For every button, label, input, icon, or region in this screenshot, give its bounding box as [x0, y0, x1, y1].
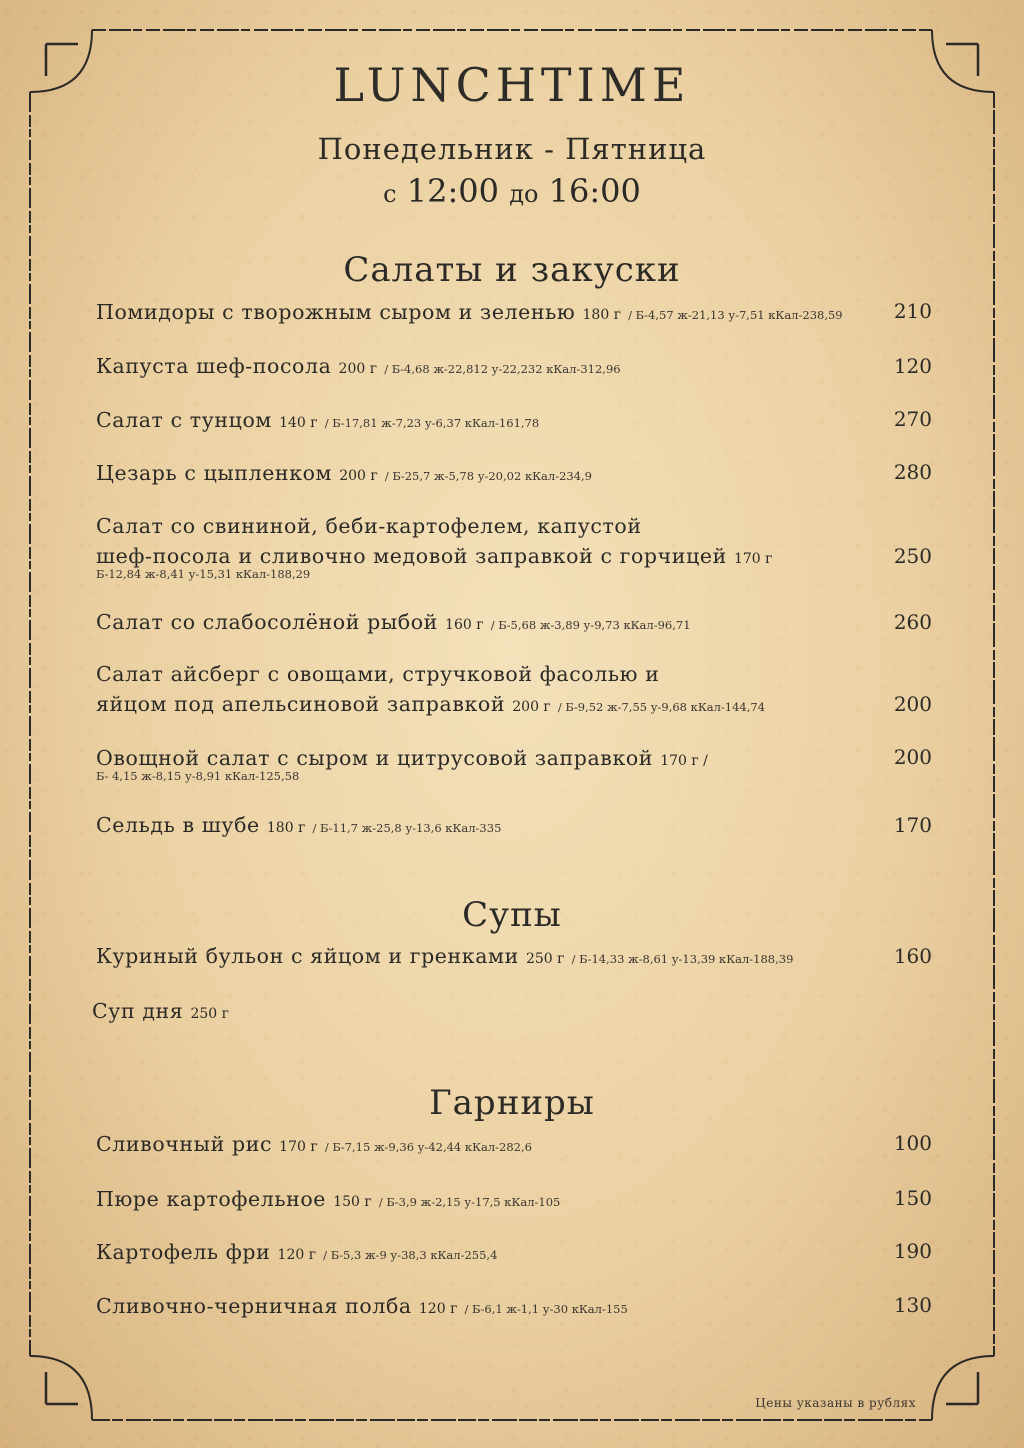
item-price: 120: [893, 354, 932, 378]
item-weight: 250 г: [525, 951, 565, 967]
item-weight: 140 г: [279, 415, 318, 431]
item-nutrition: Б- 4,15 ж-8,15 у-8,91 кКал-125,58: [96, 769, 300, 783]
item-weight: 170 г: [733, 551, 773, 567]
menu-item: [96, 1292, 628, 1323]
item-weight: 180 г: [266, 820, 306, 836]
menu-item-line1: Салат со свининой, беби-картофелем, капустой: [96, 514, 642, 538]
menu-item: [96, 352, 621, 383]
item-price: 280: [893, 460, 932, 484]
item-price: 250: [893, 544, 932, 568]
item-weight: 200 г: [338, 361, 378, 377]
item-name: яйцом под апельсиновой заправкой: [96, 692, 506, 716]
footer-note: Цены указаны в рублях: [755, 1396, 916, 1410]
item-weight: 200 г: [339, 468, 378, 484]
item-nutrition: / Б-5,3 ж-9 у-38,3 кКал-255,4: [323, 1248, 498, 1262]
item-price: 130: [893, 1293, 932, 1317]
menu-item: [96, 608, 691, 639]
item-weight: 120 г: [418, 1301, 458, 1317]
item-name: Картофель фри: [96, 1240, 271, 1264]
section-title-soups: Супы: [462, 895, 562, 935]
section-title-salads: Салаты и закуски: [343, 250, 681, 290]
hours-to: 16:00: [548, 172, 641, 210]
item-name: Сельдь в шубе: [96, 813, 260, 837]
item-name: Помидоры с творожным сыром и зеленью: [96, 300, 576, 324]
menu-item: [96, 459, 592, 490]
item-name: шеф-посола и сливочно медовой заправкой с горчицей: [96, 544, 727, 568]
item-price: 160: [893, 944, 932, 968]
menu-item-line2: [96, 690, 765, 721]
item-name: Суп дня: [92, 999, 184, 1023]
item-price: 270: [893, 407, 932, 431]
menu-item: [96, 406, 539, 437]
item-price: 200: [893, 692, 932, 716]
item-weight: 150 г: [333, 1194, 372, 1210]
menu-item: [96, 811, 501, 842]
item-nutrition: / Б-3,9 ж-2,15 у-17,5 кКал-105: [378, 1195, 561, 1209]
item-nutrition: / Б-4,68 ж-22,812 у-22,232 кКал-312,96: [384, 362, 621, 376]
item-weight: 170 г: [279, 1139, 318, 1155]
item-name: Цезарь с цыпленком: [96, 461, 333, 485]
lunch-days: Понедельник - Пятница: [317, 132, 707, 166]
menu-item: [96, 1130, 532, 1161]
item-name: Овощной салат с сыром и цитрусовой заправкой: [96, 746, 654, 770]
item-price: 210: [893, 299, 932, 323]
item-nutrition: / Б-14,33 ж-8,61 у-13,39 кКал-188,39: [571, 952, 794, 966]
menu-item: [96, 1185, 560, 1216]
item-price: 260: [893, 610, 932, 634]
hours-mid: до: [509, 180, 539, 208]
menu-item: [96, 298, 843, 329]
item-price: 170: [893, 813, 932, 837]
item-name: Сливочный рис: [96, 1132, 273, 1156]
item-nutrition: / Б-11,7 ж-25,8 у-13,6 кКал-335: [312, 821, 502, 835]
menu-item: [96, 1238, 497, 1269]
item-weight: 200 г: [512, 699, 551, 715]
hours-from: 12:00: [406, 172, 500, 210]
item-nutrition: / Б-6,1 ж-1,1 у-30 кКал-155: [464, 1302, 628, 1316]
item-price: 190: [893, 1239, 932, 1263]
item-name: Куриный бульон с яйцом и гренками: [96, 944, 519, 968]
item-name: Салат со слабосолёной рыбой: [96, 610, 438, 634]
lunch-hours: [0, 172, 1024, 210]
item-nutrition: / Б-4,57 ж-21,13 у-7,51 кКал-238,59: [628, 308, 843, 322]
page-title: LUNCHTIME: [333, 58, 691, 112]
menu-item: [96, 942, 793, 973]
section-title-sides: Гарниры: [429, 1083, 595, 1123]
item-nutrition: / Б-17,81 ж-7,23 у-6,37 кКал-161,78: [324, 416, 540, 430]
item-name: Пюре картофельное: [96, 1187, 327, 1211]
item-nutrition: Б-12,84 ж-8,41 у-15,31 кКал-188,29: [96, 567, 311, 581]
item-weight: 120 г: [277, 1247, 317, 1263]
item-name: Салат с тунцом: [96, 408, 272, 432]
item-name: Капуста шеф-посола: [96, 354, 332, 378]
menu-item-line1: Салат айсберг с овощами, стручковой фасолью и: [96, 662, 660, 686]
item-price: 200: [893, 745, 932, 769]
item-name: Сливочно-черничная полба: [96, 1294, 412, 1318]
hours-prefix: с: [383, 180, 397, 208]
item-nutrition: / Б-25,7 ж-5,78 у-20,02 кКал-234,9: [384, 469, 592, 483]
menu-item: [92, 997, 229, 1028]
item-price: 150: [893, 1186, 932, 1210]
item-weight: 250 г: [190, 1006, 229, 1022]
item-weight: 180 г: [582, 307, 622, 323]
item-weight: 170 г /: [660, 753, 708, 769]
item-nutrition: / Б-9,52 ж-7,55 у-9,68 кКал-144,74: [557, 700, 766, 714]
item-price: 100: [893, 1131, 932, 1155]
item-nutrition: / Б-5,68 ж-3,89 у-9,73 кКал-96,71: [490, 618, 691, 632]
item-nutrition: / Б-7,15 ж-9,36 у-42,44 кКал-282,6: [324, 1140, 532, 1154]
item-weight: 160 г: [445, 617, 484, 633]
